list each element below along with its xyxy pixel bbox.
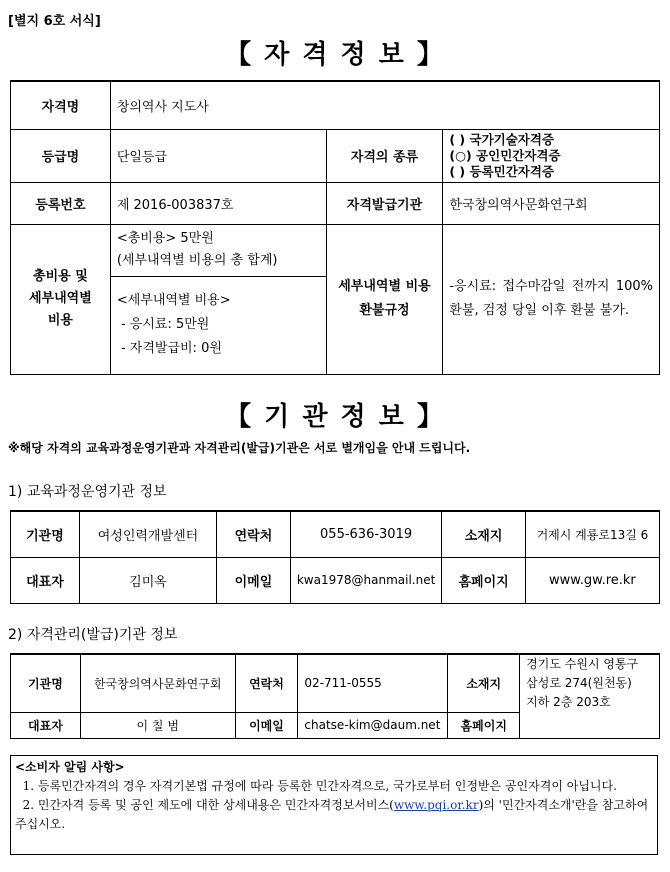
mgmt-org-table — [10, 653, 660, 739]
notice-text: ※해당 자격의 교육과정운영기관과 자격관리(발급)기관은 서로 별개임을 안내 드립니다. — [8, 441, 471, 455]
edu-email-value: kwa1978@hanmail.net — [290, 557, 441, 603]
detail-cost: <세부내역별 비용> - 응시료: 5만원 - 자격발급비: 0원 — [110, 276, 326, 374]
kind-options — [443, 129, 660, 182]
refund-policy: -응시료: 접수마감일 전까지 100% 환불, 검정 당일 이후 환불 불가. — [443, 224, 660, 374]
reg-label: 등록번호 — [11, 182, 111, 224]
edu-home-label: 홈페이지 — [442, 557, 526, 603]
mgmt-contact-value: 02-711-0555 — [298, 654, 448, 712]
consumer-notice-box — [10, 755, 658, 855]
mgmt-addr-label: 소재지 — [448, 654, 520, 712]
edu-org-label: 기관명 — [11, 511, 80, 557]
mgmt-email-label: 이메일 — [235, 712, 298, 738]
qualification-table — [10, 80, 660, 375]
pqi-link[interactable]: www.pqi.or.kr — [393, 798, 479, 812]
cost-label: 총비용 및 세부내역별 비용 — [11, 224, 111, 374]
kind-option-certified: (○) 공인민간자격증 — [449, 147, 561, 163]
issuer-value: 한국창의역사문화연구회 — [443, 182, 660, 224]
kind-label: 자격의 종류 — [326, 129, 443, 182]
edu-addr-value: 거제시 계룡로13길 6 — [525, 511, 659, 557]
total-cost: <총비용> 5만원 (세부내역별 비용의 총 합계) — [110, 224, 326, 276]
edu-org-heading: 1) 교육과정운영기관 정보 — [8, 484, 167, 500]
consumer-notice-line-1: 1. 등록민간자격의 경우 자격기본법 규정에 따라 등록한 민간자격으로, 국가로부터 인정받은 공인자격이 아닙니다. — [15, 779, 617, 793]
form-number: [별지 6호 서식] — [8, 14, 101, 29]
mgmt-contact-label: 연락처 — [235, 654, 298, 712]
consumer-notice-line-2: 2. 민간자격 등록 및 공인 제도에 대한 상세내용은 민간자격정보서비스(www.pqi.or.kr)의 '민간자격소개'란을 참고하여 주십시오. — [15, 798, 652, 831]
kind-option-national: ( ) 국가기술자격증 — [449, 131, 555, 147]
edu-contact-label: 연락처 — [217, 511, 291, 557]
mgmt-addr-value: 경기도 수원시 영통구 삼성로 274(원천동) 지하 2층 203호 — [520, 654, 660, 738]
qual-name-label: 자격명 — [11, 81, 111, 129]
mgmt-org-value: 한국창의역사문화연구회 — [80, 654, 235, 712]
edu-org-table — [10, 510, 660, 604]
issuer-label: 자격발급기관 — [326, 182, 443, 224]
qualification-info-title: 【 자 격 정 보 】 — [225, 40, 445, 70]
mgmt-org-label: 기관명 — [11, 654, 81, 712]
refund-label: 세부내역별 비용 환불규정 — [326, 224, 443, 374]
edu-addr-label: 소재지 — [442, 511, 526, 557]
kind-option-registered: ( ) 등록민간자격증 — [449, 163, 555, 179]
qual-name-value: 창의역사 지도사 — [110, 81, 659, 129]
grade-value: 단일등급 — [110, 129, 326, 182]
reg-value: 제 2016-003837호 — [110, 182, 326, 224]
organization-info-title: 【 기 관 정 보 】 — [225, 402, 445, 432]
edu-org-value: 여성인력개발센터 — [79, 511, 216, 557]
mgmt-email-value: chatse-kim@daum.net — [298, 712, 448, 738]
edu-rep-label: 대표자 — [11, 557, 80, 603]
mgmt-home-label: 홈페이지 — [448, 712, 520, 738]
mgmt-rep-value: 이 칠 범 — [80, 712, 235, 738]
edu-rep-value: 김미옥 — [79, 557, 216, 603]
grade-label: 등급명 — [11, 129, 111, 182]
edu-email-label: 이메일 — [217, 557, 291, 603]
mgmt-rep-label: 대표자 — [11, 712, 81, 738]
edu-contact-value: 055-636-3019 — [290, 511, 441, 557]
mgmt-org-heading: 2) 자격관리(발급)기관 정보 — [8, 627, 178, 643]
consumer-notice-heading: <소비자 알림 사항> — [15, 760, 125, 774]
edu-home-value: www.gw.re.kr — [525, 557, 659, 603]
